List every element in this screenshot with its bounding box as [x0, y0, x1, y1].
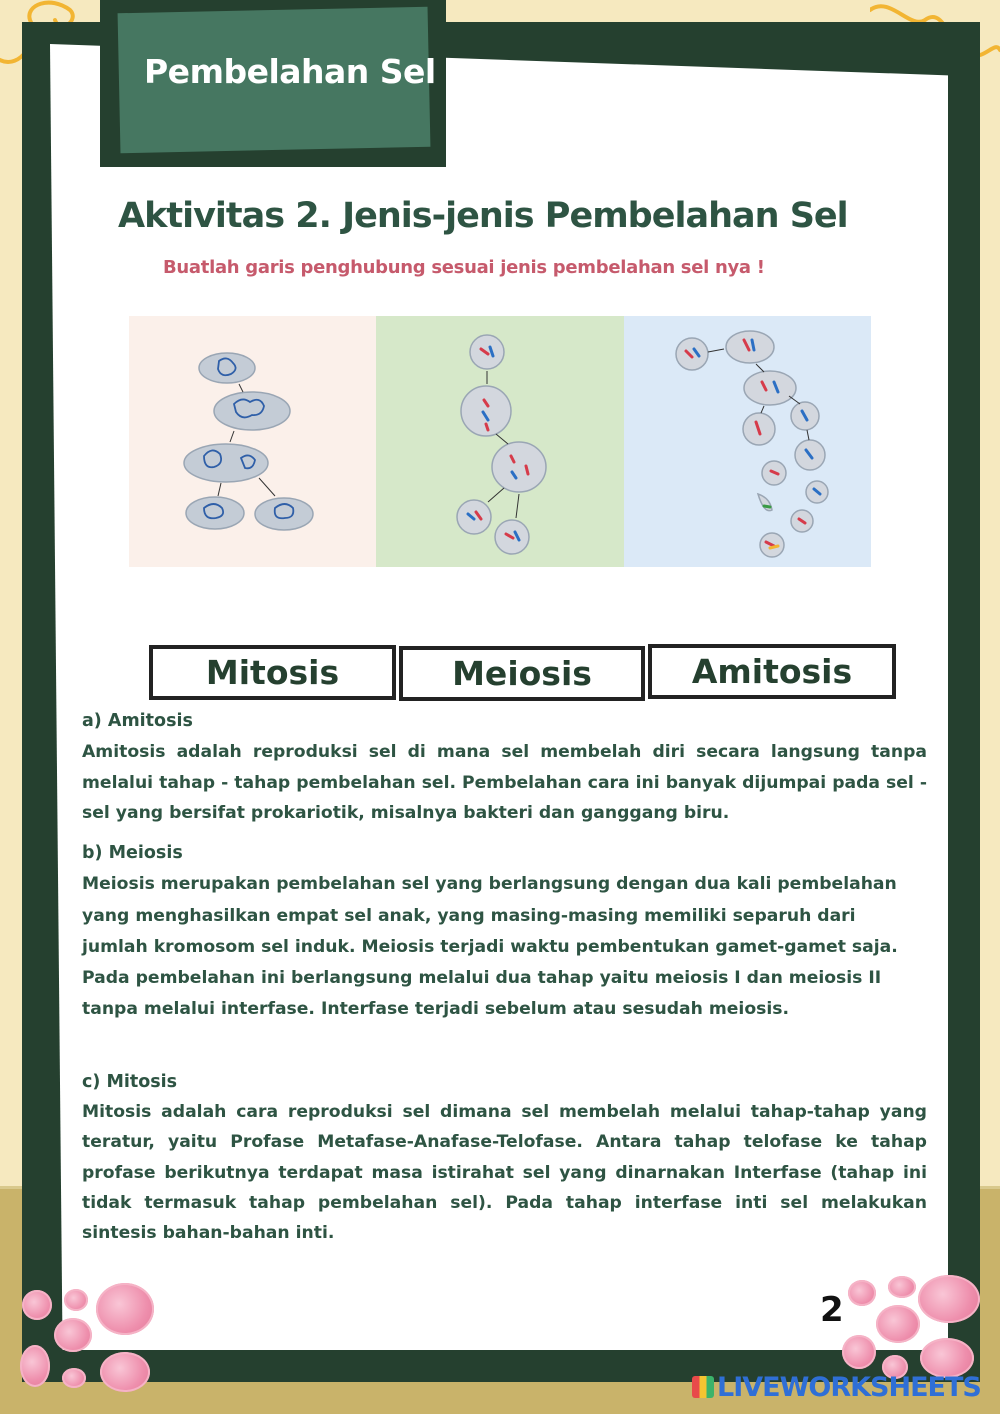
meiosis-diagram[interactable]	[624, 316, 871, 567]
definition-text: Amitosis adalah reproduksi sel di mana sel membelah diri secara langsung tanpa melalui tahap - tahap pembelahan sel. Pembelahan cara ini banyak dijumpai pada sel - sel yang bersifat prokariotik, misalnya bakteri dan ganggang biru.	[82, 741, 927, 824]
cell-decoration	[96, 1283, 154, 1335]
definition-meiosis	[82, 838, 927, 1026]
cell-decoration	[22, 1290, 52, 1320]
answer-box-meiosis[interactable]: Meiosis	[399, 646, 645, 701]
cell-decoration	[54, 1318, 92, 1352]
answer-box-mitosis[interactable]: Mitosis	[149, 645, 396, 700]
cell-decoration	[842, 1335, 876, 1369]
cell-decoration	[848, 1280, 876, 1306]
cell-decoration	[876, 1305, 920, 1343]
mitosis-diagram[interactable]	[376, 316, 624, 567]
definition-title: c) Mitosis	[82, 1072, 178, 1092]
page-number: 2	[820, 1290, 844, 1330]
answer-box-amitosis[interactable]: Amitosis	[648, 644, 896, 699]
amitosis-illustration	[129, 316, 376, 567]
cell-decoration	[20, 1345, 50, 1387]
definition-text: Meiosis merupakan pembelahan sel yang berlangsung dengan dua kali pembelahan yang menghasilkan empat sel anak, yang masing-masing memiliki separuh dari jumlah kromosom sel induk. Meiosis terjadi waktu pembentukan gamet-gamet saja. Pada pembelahan ini berlangsung melalui dua tahap yaitu meiosis I dan meiosis II tanpa melalui interfase. Interfase terjadi sebelum atau sesudah meiosis.	[82, 874, 898, 1020]
activity-heading: Aktivitas 2. Jenis-jenis Pembelahan Sel	[118, 196, 848, 236]
meiosis-illustration	[624, 316, 871, 567]
amitosis-diagram[interactable]	[129, 316, 376, 567]
liveworksheets-logo[interactable]	[692, 1372, 981, 1403]
mitosis-illustration	[376, 316, 624, 567]
cell-division-diagrams	[129, 316, 871, 567]
definition-text: Mitosis adalah cara reproduksi sel dimana sel membelah melalui tahap-tahap yang teratur, yaitu Profase Metafase-Anafase-Telofase. Antara tahap telofase ke tahap profase berikutnya terdapat masa istirahat sel yang dinarnakan Interfase (tahap ini tidak termasuk tahap pembelahan sel). Pada tahap interfase inti sel melakukan sintesis bahan-bahan inti.	[82, 1102, 927, 1244]
brand-text: LIVEWORKSHEETS	[717, 1372, 981, 1403]
cell-decoration	[100, 1352, 150, 1392]
activity-instruction: Buatlah garis penghubung sesuai jenis pembelahan sel nya !	[163, 257, 765, 278]
cell-decoration	[64, 1289, 88, 1311]
definition-title: b) Meiosis	[82, 843, 183, 863]
definition-mitosis	[82, 1067, 927, 1248]
definition-title: a) Amitosis	[82, 711, 193, 731]
cell-decoration	[918, 1275, 980, 1323]
definition-amitosis	[82, 706, 927, 829]
liveworksheets-icon	[692, 1376, 714, 1398]
cell-decoration	[888, 1276, 916, 1298]
tab-title: Pembelahan Sel	[144, 52, 436, 91]
cell-decoration	[62, 1368, 86, 1388]
